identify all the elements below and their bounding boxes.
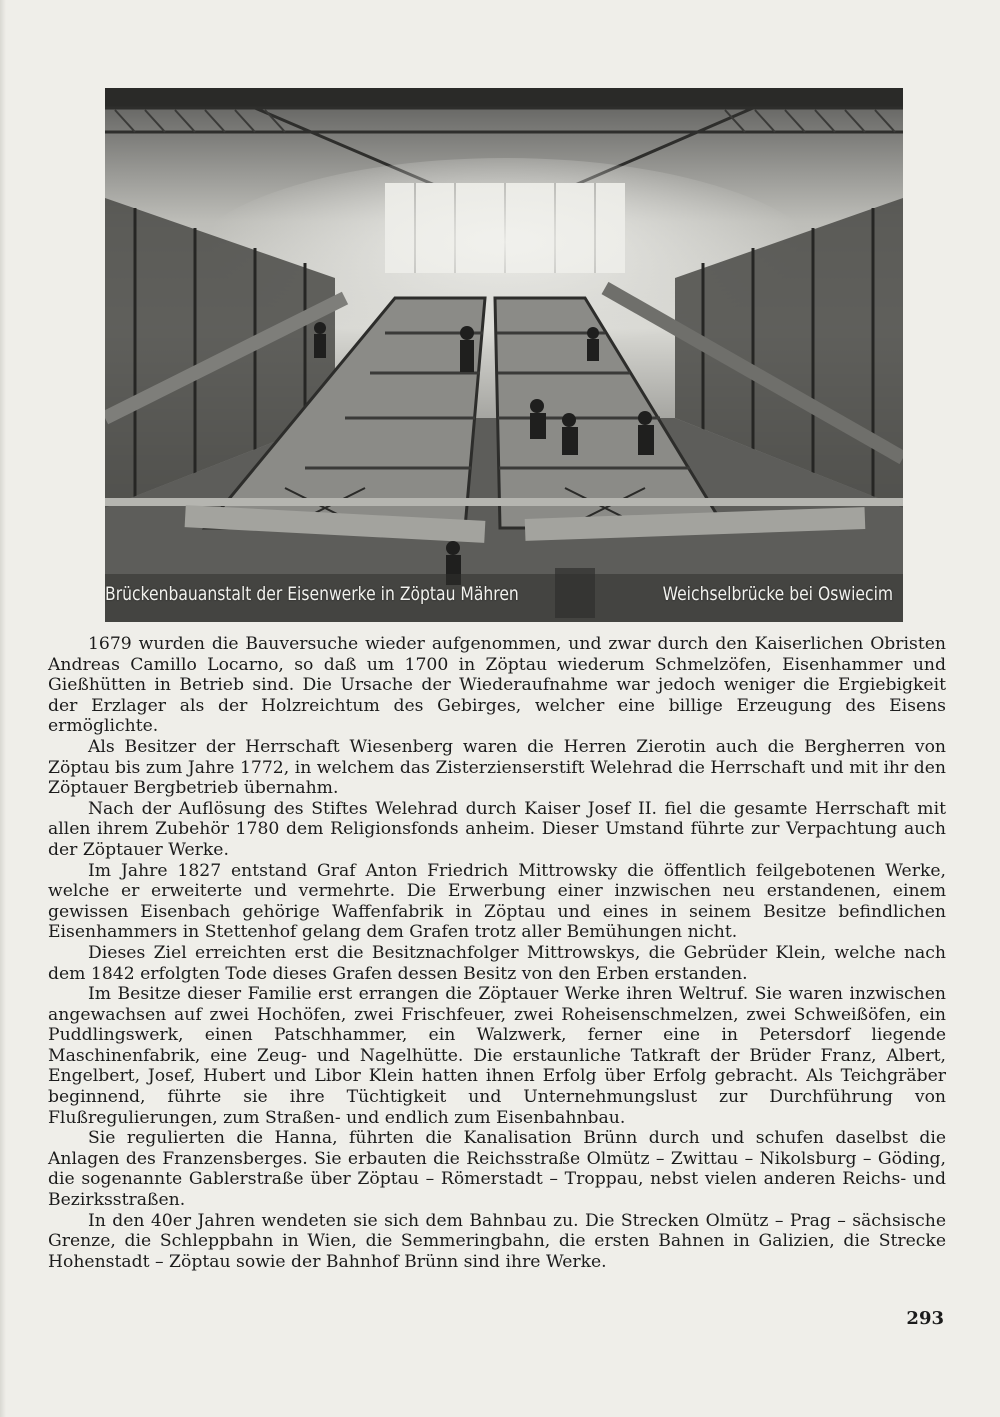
paragraph: Als Besitzer der Herrschaft Wiesenberg waren die Herren Zierotin auch die Bergherren von Zöptau bis zum Jahre 1772, in welchem das Zisterzienserstift Welehrad die Herrschaft und mit ihr den Zöptauer Bergbetrieb übernahm. <box>48 736 946 799</box>
paragraph: Im Besitze dieser Familie erst errangen die Zöptauer Werke ihren Weltruf. Sie waren inzwischen angewachsen auf zwei Hochöfen, zwei Frischfeuer, zwei Roheisenschmelzen, zwei Schweißöfen, ein Puddlingswerk, einen Patschhammer, ein Walzwerk, ferner eine in Petersdorf liegende Maschinenfabrik, eine Zeug- und Nagelhütte. Die erstaunliche Tatkraft der Brüder Franz, Albert, Engelbert, Josef, Hubert und Libor Klein hatten ihnen Erfolg über Erfolg gebracht. Als Teichgräber beginnend, führte sie ihre Tüchtigkeit und Unternehmungslust zur Durchführung von Flußregulierungen, zum Straßen- und endlich zum Eisenbahnbau. <box>48 984 946 1128</box>
factory-photo <box>105 88 903 622</box>
paragraph: Dieses Ziel erreichten erst die Besitznachfolger Mittrowskys, die Gebrüder Klein, welche nach dem 1842 erfolgten Tode dieses Grafen dessen Besitz von den Erben erstanden. <box>48 942 946 984</box>
paragraph: Nach der Auflösung des Stiftes Welehrad durch Kaiser Josef II. fiel die gesamte Herrschaft mit allen ihrem Zubehör 1780 dem Religionsfonds anheim. Dieser Umstand führte zur Verpachtung auch der Zöptauer Werke. <box>48 798 946 860</box>
body-text <box>48 634 946 1272</box>
paragraph: 1679 wurden die Bauversuche wieder aufgenommen, und zwar durch den Kaiserlichen Obristen Andreas Camillo Locarno, so daß um 1700 in Zöptau wiederum Schmelzöfen, Eisenhammer und Gießhütten in Betrieb sind. Die Ursache der Wiederaufnahme war jedoch weniger die Ergiebigkeit der Erzlager als der Holzreichtum des Gebirges, welcher eine billige Erzeugung des Eisens ermöglichte. <box>48 634 946 737</box>
photo-caption-left: Brückenbauanstalt der Eisenwerke in Zöptau Mähren <box>105 583 519 605</box>
paragraph: Sie regulierten die Hanna, führten die Kanalisation Brünn durch und schufen daselbst die Anlagen des Franzensberges. Sie erbauten die Reichsstraße Olmütz – Zwittau – Nikolsburg – Göding, die sogenannte Gablerstraße über Zöptau – Römerstadt – Troppau, nebst vielen anderen Reichs- und Bezirksstraßen. <box>48 1128 946 1211</box>
paragraph: Im Jahre 1827 entstand Graf Anton Friedrich Mittrowsky die öffentlich feilgebotenen Werke, welche er erweiterte und vermehrte. Die Erwerbung einer inzwischen neu erstandenen, einem gewissen Eisenbach gehörige Waffenfabrik in Zöptau und eines in seinem Besitze befindlichen Eisenhammers in Stettenhof gelang dem Grafen trotz aller Bemühungen nicht. <box>48 860 946 943</box>
paragraph: In den 40er Jahren wendeten sie sich dem Bahnbau zu. Die Strecken Olmütz – Prag – sächsische Grenze, die Schleppbahn in Wien, die Semmeringbahn, die ersten Bahnen in Galizien, die Strecke Hohenstadt – Zöptau sowie der Bahnhof Brünn sind ihre Werke. <box>48 1210 946 1272</box>
photo-caption-right: Weichselbrücke bei Oswiecim <box>662 583 893 605</box>
page-number: 293 <box>906 1308 944 1329</box>
scan-edge <box>0 0 6 1417</box>
bridge-workshop-illustration <box>105 88 903 622</box>
